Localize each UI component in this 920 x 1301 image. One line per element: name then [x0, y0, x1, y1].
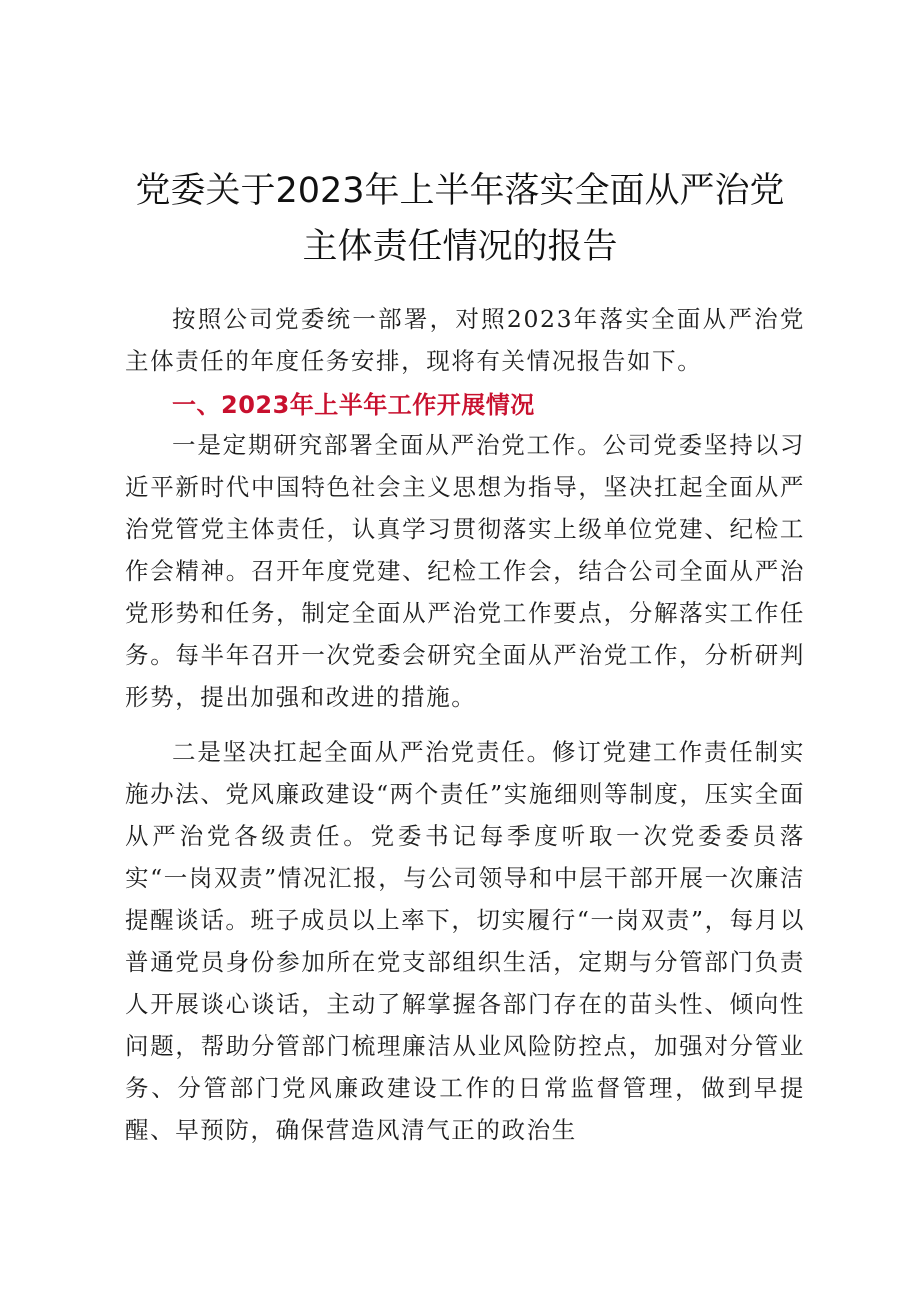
- report-title-line-2: 主体责任情况的报告: [302, 227, 618, 267]
- paragraph-1: 一是定期研究部署全面从严治党工作。公司党委坚持以习近平新时代中国特色社会主义思想为指导，坚决扛起全面从严治党管党主体责任，认真学习贯彻落实上级单位党建、纪检工作会精神。召开年度党建、纪检工作会，结合公司全面从严治党形势和任务，制定全面从严治党工作要点，分解落实工作任务。每半年召开一次党委会研究全面从严治党工作，分析研判形势，提出加强和改进的措施。: [125, 431, 805, 711]
- report-title-line-1: 党委关于2023年上半年落实全面从严治党: [135, 171, 785, 211]
- intro-paragraph: 按照公司党委统一部署，对照2023年落实全面从严治党主体责任的年度任务安排，现将有关情况报告如下。: [125, 305, 805, 375]
- section-1-heading: 一、2023年上半年工作开展情况: [172, 391, 535, 419]
- paragraph-2: 二是坚决扛起全面从严治党责任。修订党建工作责任制实施办法、党风廉政建设“两个责任”实施细则等制度，压实全面从严治党各级责任。党委书记每季度听取一次党委委员落实“一岗双责”情况汇报，与公司领导和中层干部开展一次廉洁提醒谈话。班子成员以上率下，切实履行“一岗双责”，每月以普通党员身份参加所在党支部组织生活，定期与分管部门负责人开展谈心谈话，主动了解掌握各部门存在的苗头性、倾向性问题，帮助分管部门梳理廉洁从业风险防控点，加强对分管业务、分管部门党风廉政建设工作的日常监督管理，做到早提醒、早预防，确保营造风清气正的政治生: [125, 738, 805, 1144]
